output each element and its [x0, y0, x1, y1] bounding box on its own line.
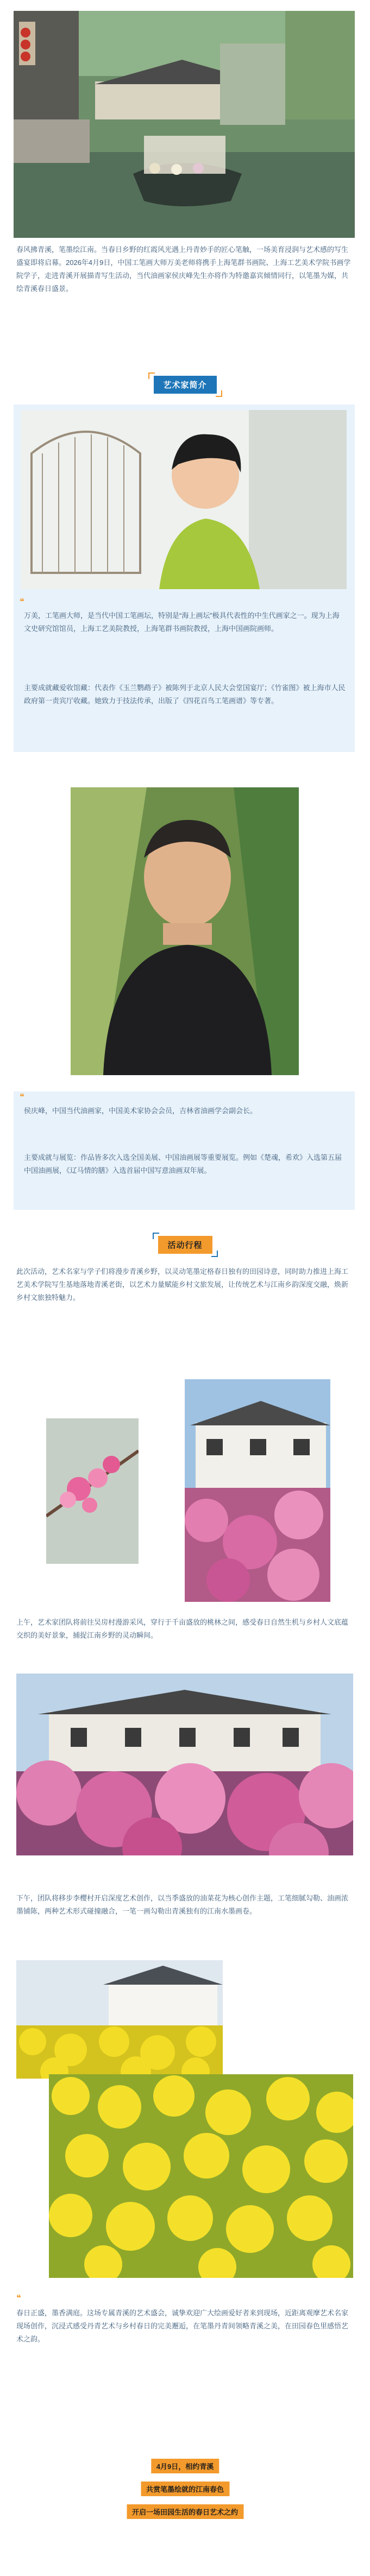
corner-decoration: [152, 1233, 159, 1239]
artist-2-bio: 侯庆峰，中国当代油画家，中国美术家协会会员，吉林省油画学会副会长。: [24, 1107, 258, 1115]
corner-decoration: [216, 390, 222, 397]
artist-2-portrait-illustration: [71, 787, 299, 1075]
quote-icon: [20, 597, 27, 605]
quote-icon: [16, 2294, 24, 2301]
section-label-text: 艺术家简介: [163, 381, 207, 390]
quote-icon: [20, 1093, 27, 1100]
artist-2-photo: [71, 787, 299, 1075]
closing-line-2: 共赏笔墨绘就的江南春色: [141, 2482, 229, 2496]
artist-2-works: 主要成就与展览：作品皆多次入选全国美展、中国油画展等重要展览。例如《楚魂，希欢》入选第五届中国油画展，《辽马情的膳》入选首届中国写意油画双年展。: [24, 1153, 342, 1175]
activity-paragraph-1: 此次活动，艺术名家与学子们将漫步青溪乡野，以灵动笔墨定格春日独有的田园诗意，同时助力推进上海工艺美术学院写生基地落地青溪老街，以艺术力量赋能乡村文旅发展，让传统艺术与江南乡韵深度交融，焕新乡村文旅独特魅力。: [16, 1267, 349, 1302]
activity-paragraph-4: 春日正盛，墨香满庭。这场专属青溪的艺术盛会，诚挚欢迎广大绘画爱好者来到现场，近距离观摩艺术名家现场创作，沉浸式感受丹青艺术与乡村春日的完美邂逅，在笔墨丹青间领略青溪之美，在田园春色里感悟艺术之韵。: [16, 2309, 349, 2343]
canal-scene-illustration: [14, 11, 355, 238]
section-label-artists: [153, 376, 216, 394]
artist-1-portrait-illustration: [21, 410, 347, 589]
activity-paragraph-3: 下午，团队将移步李樱村开启深度艺术创作，以当季盛放的油菜花为核心创作主题，工笔细腻勾勒、油画浓墨铺陈，两种艺术形式碰撞融合，一笔一画勾勒出青溪独有的江南水墨画卷。: [16, 1894, 349, 1915]
village-peach-illustration: [185, 1379, 330, 1602]
corner-decoration: [211, 1251, 218, 1257]
corner-decoration: [148, 372, 154, 379]
village-peach-photo: [185, 1379, 330, 1602]
activity-paragraph-2: 上午，艺术家团队将前往吴房村漫游采风，穿行于千亩盛放的桃林之间，感受春日自然生机与乡村人文底蕴交织的美好景象，捕捉江南乡野的灵动瞬间。: [16, 1618, 349, 1639]
artist-1-bio: 万美，工笔画大师，是当代中国工笔画坛，特别是“海上画坛”极具代表性的中生代画家之一。现为上海文史研究馆馆员，上海工艺美院教授，上海笔群书画院教授，上海中国画院画师。: [24, 611, 340, 633]
rapeseed-flowers-photo: [49, 2074, 353, 2278]
section-label-text: 活动行程: [167, 1241, 203, 1250]
closing-line-1: 4月9日，相约青溪: [151, 2459, 219, 2473]
rapeseed-flowers-illustration: [49, 2074, 353, 2278]
peach-blossom-closeup-photo: [46, 1418, 139, 1564]
rapeseed-village-illustration: [16, 1960, 223, 2079]
artist-1-photo: [21, 410, 347, 589]
closing-line-3: 开启一场田园生活的春日艺术之约: [127, 2504, 243, 2519]
peach-orchard-illustration: [16, 1674, 353, 1855]
canal-village-photo: [14, 11, 355, 238]
peach-orchard-photo: [16, 1674, 353, 1855]
peach-closeup-illustration: [46, 1418, 139, 1564]
intro-paragraph: 春风拂青溪，笔墨绘江南。当春日乡野的红霞风光遇上丹青妙手的匠心笔触，一场美育浸润与艺术感的写生盛宴即将启幕。2026年4月9日，中国工笔画大师万美老师将携手上海笔群书画院、上海工艺美术学院书画学院学子，走进青溪开展描青写生活动，当代油画家侯庆峰先生亦将作为特邀嘉宾倾情同行，以笔墨为媒，共绘青溪春日盛景。: [16, 245, 351, 293]
artist-1-works: 主要成就藏爱收馆藏：代表作《玉兰鹦鹉子》被陈列于北京人民大会堂国宴厅；《竹雀图》被上海市人民政府第一责宾厅收藏。她致力于技法传承，出版了《四花百鸟工笔画谱》等专著。: [24, 684, 346, 705]
section-label-activity: [158, 1236, 212, 1254]
rapeseed-field-village-photo: [16, 1960, 223, 2079]
